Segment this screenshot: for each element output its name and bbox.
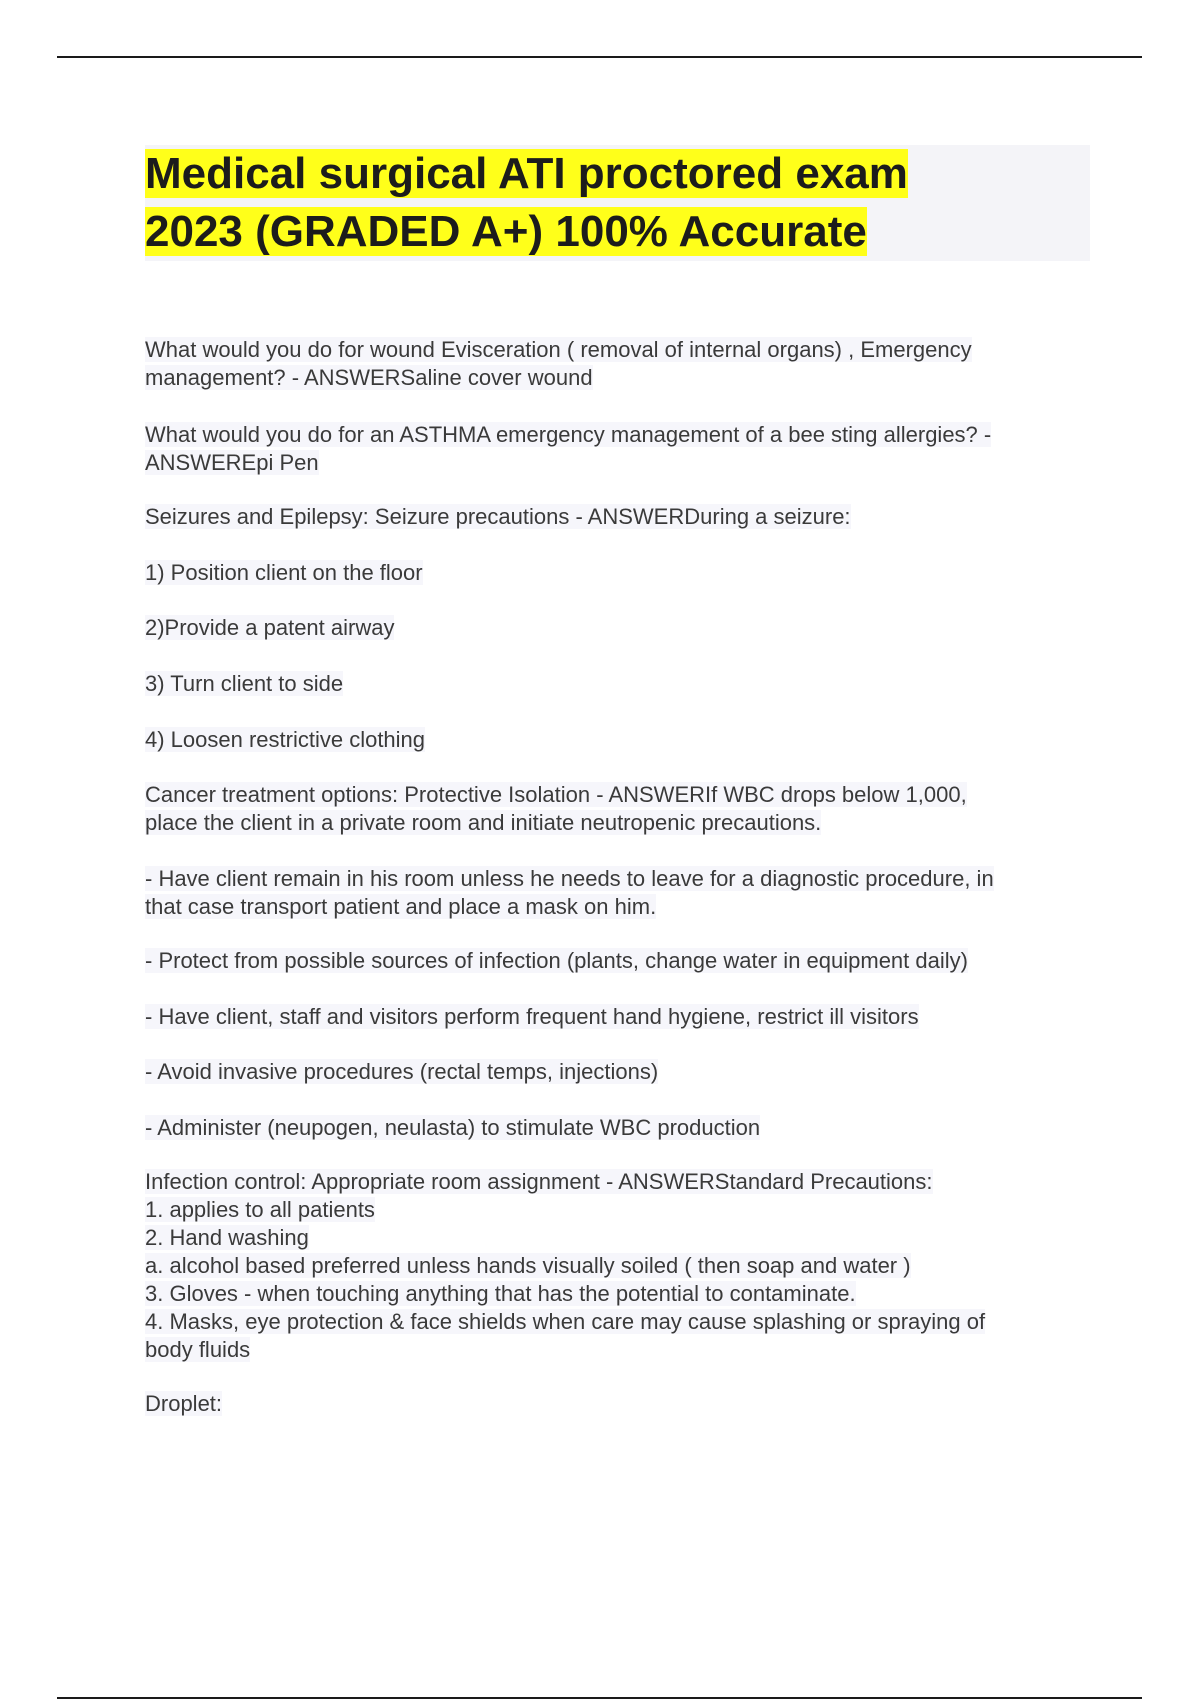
paragraph-line: - Have client remain in his room unless he needs to leave for a diagnostic procedure, in: [145, 866, 994, 891]
paragraph-line: 3. Gloves - when touching anything that has the potential to contaminate.: [145, 1281, 856, 1306]
list-item: [145, 670, 1095, 698]
list-item: [145, 614, 1095, 642]
paragraph-line: - Protect from possible sources of infection (plants, change water in equipment daily): [145, 948, 968, 973]
paragraph-wound-evisceration: [145, 336, 1095, 392]
paragraph-asthma-emergency: [145, 421, 1095, 477]
paragraph-line: management? - ANSWERSaline cover wound: [145, 365, 593, 390]
paragraph-line: 2. Hand washing: [145, 1225, 309, 1250]
paragraph-line: a. alcohol based preferred unless hands visually soiled ( then soap and water ): [145, 1253, 911, 1278]
paragraph-protective-isolation: [145, 781, 1095, 837]
paragraph-line: body fluids: [145, 1337, 251, 1362]
title-line-1: Medical surgical ATI proctored exam: [145, 149, 908, 198]
paragraph-line: 1. applies to all patients: [145, 1197, 375, 1222]
paragraph-line: Droplet:: [145, 1391, 223, 1416]
paragraph-line: - Have client, staff and visitors perform frequent hand hygiene, restrict ill visitors: [145, 1004, 919, 1029]
paragraph-line: place the client in a private room and initiate neutropenic precautions.: [145, 810, 822, 835]
paragraph-line: Seizures and Epilepsy: Seizure precautions - ANSWERDuring a seizure:: [145, 504, 851, 529]
paragraph-line: What would you do for an ASTHMA emergency management of a bee sting allergies? -: [145, 422, 992, 447]
title-block: [145, 145, 1090, 261]
paragraph-line: - Administer (neupogen, neulasta) to stimulate WBC production: [145, 1115, 761, 1140]
list-item: [145, 1003, 1095, 1031]
top-rule: [57, 56, 1142, 58]
bottom-rule: [57, 1697, 1142, 1699]
paragraph-line: that case transport patient and place a mask on him.: [145, 894, 657, 919]
paragraph-line: 4. Masks, eye protection & face shields when care may cause splashing or spraying of: [145, 1309, 986, 1334]
list-item: [145, 559, 1095, 587]
list-item: [145, 865, 1095, 921]
document-title: [145, 145, 1090, 261]
paragraph-line: 3) Turn client to side: [145, 671, 344, 696]
paragraph-seizure-precautions: [145, 503, 1095, 531]
paragraph-line: What would you do for wound Evisceration ( removal of internal organs) , Emergency: [145, 337, 972, 362]
paragraph-line: 2)Provide a patent airway: [145, 615, 395, 640]
paragraph-droplet: [145, 1390, 1095, 1418]
paragraph-line: 4) Loosen restrictive clothing: [145, 727, 426, 752]
paragraph-line: Infection control: Appropriate room assignment - ANSWERStandard Precautions:: [145, 1169, 933, 1194]
list-item: [145, 947, 1095, 975]
list-item: [145, 1058, 1095, 1086]
paragraph-infection-control: [145, 1168, 1095, 1364]
paragraph-line: - Avoid invasive procedures (rectal temps, injections): [145, 1059, 659, 1084]
title-line-2: 2023 (GRADED A+) 100% Accurate: [145, 207, 867, 256]
list-item: [145, 726, 1095, 754]
list-item: [145, 1114, 1095, 1142]
paragraph-line: 1) Position client on the floor: [145, 560, 423, 585]
paragraph-line: Cancer treatment options: Protective Isolation - ANSWERIf WBC drops below 1,000,: [145, 782, 967, 807]
paragraph-line: ANSWEREpi Pen: [145, 450, 319, 475]
